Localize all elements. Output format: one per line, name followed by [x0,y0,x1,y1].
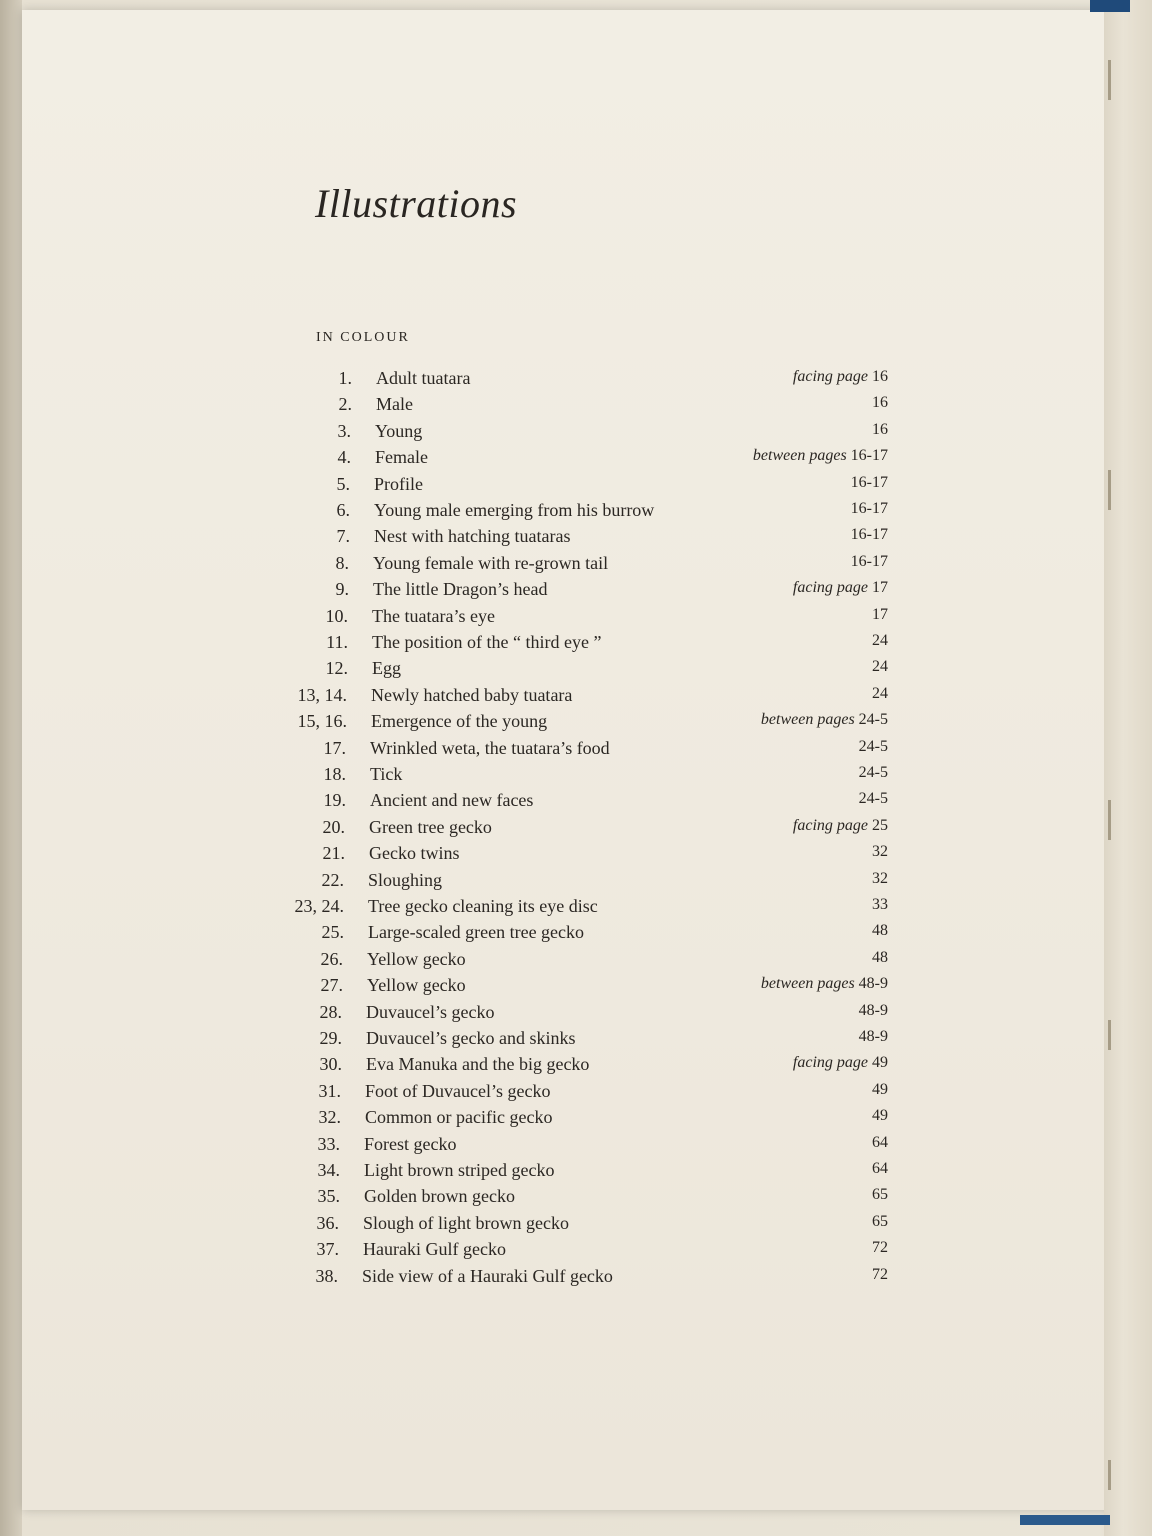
plate-page-ref [872,1107,888,1125]
plate-number: 21. [322,843,345,864]
plate-number: 23, 24. [294,896,344,916]
list-item [282,394,888,420]
plate-number: 37. [316,1239,339,1260]
plate-page-ref [872,870,888,888]
plate-number: 25. [321,922,344,943]
page-ref-number: 49 [872,1080,888,1098]
plate-caption: Female [375,447,428,468]
page-ref-number: 48 [872,948,888,966]
list-item [272,1054,888,1080]
plate-page-ref [872,632,888,650]
page-ref-number: 16-17 [850,526,888,544]
list-item [272,1028,888,1054]
plate-number: 8. [335,552,349,573]
page-ref-number: 16 [872,394,888,412]
page-ref-number: 16-17 [850,500,888,517]
list-item [269,1239,888,1265]
list-item [278,658,888,684]
page-ref-number: 48-9 [858,1001,888,1019]
plate-caption: Emergence of the young [371,711,548,732]
list-item [279,579,888,605]
plate-number: 33. [317,1133,340,1154]
plate-number: 31. [318,1080,341,1101]
plate-caption: Foot of Duvaucel’s gecko [365,1080,551,1101]
list-item [269,1213,888,1239]
plate-caption: Hauraki Gulf gecko [363,1239,506,1260]
list-item [282,368,888,394]
plate-caption: Yellow gecko [367,975,466,996]
plate-page-ref [859,1002,888,1020]
plate-caption: Golden brown gecko [364,1186,515,1207]
page-ref-number: 16-17 [850,447,888,465]
page-ref-prefix: between pages [760,975,855,993]
plate-page-ref [851,553,888,571]
plate-number: 15, 16. [297,711,347,732]
plate-page-ref [872,1213,888,1231]
page-ref-number: 65 [872,1212,888,1230]
plate-caption: Nest with hatching tuataras [374,526,571,547]
plate-page-ref [872,896,888,914]
page-ref-prefix: between pages [752,447,847,465]
page-ref-prefix: facing page [792,1054,868,1072]
page-ref-number: 16 [872,368,888,385]
plate-number: 4. [337,447,351,468]
plate-page-ref [872,658,888,676]
page-ref-prefix: facing page [792,579,868,597]
plate-caption: The tuatara’s eye [372,605,495,626]
page-ref-number: 72 [872,1239,888,1257]
page-ref-number: 48-9 [858,975,888,993]
page-ref-number: 16-17 [850,473,888,491]
list-item [280,526,888,552]
plate-page-ref [872,1239,888,1257]
plate-page-ref [793,368,888,386]
plate-number: 19. [323,790,346,811]
page-ref-number: 24 [872,632,888,649]
plate-caption: Large-scaled green tree gecko [368,922,585,943]
plate-caption: Slough of light brown gecko [363,1212,569,1233]
list-item [279,553,888,579]
page-ref-number: 17 [872,579,888,597]
plate-page-ref [872,1081,888,1099]
plate-page-ref [793,1054,888,1072]
plate-number: 28. [319,1001,342,1022]
plate-caption: Forest gecko [364,1133,457,1154]
plate-page-ref [872,1266,888,1284]
plate-page-ref [793,817,888,835]
page-ref-number: 16-17 [850,552,888,570]
plate-number: 38. [315,1265,338,1286]
plate-number: 17. [323,737,346,758]
page-ref-number: 24-5 [858,764,888,781]
plate-caption: Tree gecko cleaning its eye disc [368,896,598,916]
plate-page-ref [872,1134,888,1152]
plate-page-ref [872,421,888,439]
plate-page-ref [872,394,888,412]
plate-caption: Profile [374,473,423,494]
plate-number: 1. [338,368,352,388]
page-ref-number: 33 [872,896,888,913]
binding-stitch [1108,800,1111,840]
plate-caption: Yellow gecko [367,948,466,969]
plate-number: 5. [336,473,350,494]
list-item [278,632,888,658]
blue-cover-corner-top [1090,0,1130,12]
list-item [274,896,888,922]
page-ref-number: 24-5 [858,790,888,808]
list-item [275,843,888,869]
plate-number: 26. [320,948,343,969]
page-ref-prefix: between pages [760,711,855,729]
plate-caption: Light brown striped gecko [364,1160,555,1180]
page-ref-number: 24-5 [858,711,888,729]
plate-number: 34. [317,1160,340,1180]
plate-caption: Male [376,394,413,415]
list-item [281,447,888,473]
plate-page-ref [851,526,888,544]
list-item [272,1002,888,1028]
list-item [280,500,888,526]
page-ref-number: 65 [872,1186,888,1204]
plate-page-ref [872,606,888,624]
page-ref-number: 25 [872,816,888,834]
blue-cover-corner-bottom [1020,1515,1110,1525]
plate-caption: Newly hatched baby tuatara [371,684,573,705]
binding-stitch [1108,60,1111,100]
plate-caption: Ancient and new faces [370,790,534,811]
page-ref-number: 48-9 [858,1028,888,1045]
page-ref-prefix: facing page [792,368,868,385]
plate-caption: Young [375,420,423,441]
plate-caption: Young male emerging from his burrow [374,500,655,520]
plate-page-ref [851,474,888,492]
plate-page-ref [793,579,888,597]
plate-page-ref [872,685,888,703]
plate-caption: Egg [372,658,401,679]
plate-number: 32. [318,1107,341,1128]
plate-number: 35. [317,1186,340,1207]
plate-number: 36. [316,1212,339,1233]
page-ref-number: 24-5 [858,737,888,755]
page-ref-number: 24 [872,684,888,702]
plate-caption: Duvaucel’s gecko [366,1001,495,1022]
plate-page-ref [753,447,888,465]
list-item [276,790,888,816]
plate-caption: Wrinkled weta, the tuatara’s food [370,737,610,758]
plate-page-ref [872,1160,888,1178]
plate-caption: Green tree gecko [369,816,492,837]
list-item [270,1160,888,1186]
plate-caption: Young female with re-grown tail [373,552,609,573]
plate-number: 22. [321,869,344,890]
plate-page-ref [859,1028,888,1046]
plate-caption: Adult tuatara [376,368,471,388]
plate-page-ref [761,975,888,993]
plate-number: 6. [336,500,350,520]
plate-number: 13, 14. [297,684,347,705]
plate-number: 30. [319,1054,342,1075]
list-item [273,975,888,1001]
plate-caption: The little Dragon’s head [373,579,548,600]
plate-page-ref [859,764,888,782]
plate-caption: Gecko twins [369,843,460,864]
page-ref-number: 72 [872,1265,888,1283]
book-cover-edge [1104,0,1152,1536]
page-ref-number: 17 [872,605,888,623]
list-item [275,817,888,843]
page-ref-number: 32 [872,869,888,887]
plate-page-ref [872,949,888,967]
binding-stitch [1108,470,1111,510]
page-ref-number: 32 [872,843,888,861]
list-item [277,685,888,711]
plate-number: 3. [337,420,351,441]
plate-caption: Common or pacific gecko [365,1107,553,1128]
plate-number: 20. [322,816,345,837]
plate-caption: Side view of a Hauraki Gulf gecko [362,1265,613,1286]
plate-caption: The position of the “ third eye ” [372,632,602,652]
page-ref-number: 64 [872,1133,888,1151]
plate-page-ref [872,843,888,861]
plate-page-ref [859,790,888,808]
section-heading: IN COLOUR [316,330,410,345]
facing-page-edge [0,0,22,1536]
plate-number: 9. [335,579,349,600]
plate-number: 7. [336,526,350,547]
list-item [270,1186,888,1212]
binding-stitch [1108,1020,1111,1050]
plate-number: 2. [338,394,352,415]
list-item [274,870,888,896]
list-item [268,1266,888,1292]
page-ref-prefix: facing page [792,816,868,834]
page-ref-number: 24 [872,658,888,676]
list-item [270,1134,888,1160]
plate-page-ref [761,711,888,729]
plate-caption: Eva Manuka and the big gecko [366,1054,590,1075]
binding-stitch [1108,1460,1111,1490]
plate-caption: Tick [370,764,403,784]
list-item [278,606,888,632]
list-item [271,1107,888,1133]
plate-page-ref [859,738,888,756]
list-item [276,764,888,790]
plate-page-ref [872,1186,888,1204]
plate-number: 12. [325,658,348,679]
plate-page-ref [872,922,888,940]
list-item [277,711,888,737]
plate-number: 27. [320,975,343,996]
plate-caption: Sloughing [368,869,443,890]
list-item [276,738,888,764]
page-ref-number: 49 [872,1054,888,1072]
list-item [271,1081,888,1107]
plate-page-ref [851,500,888,518]
plate-number: 11. [326,632,348,652]
plate-caption: Duvaucel’s gecko and skinks [366,1028,576,1048]
list-item [280,474,888,500]
page-title: Illustrations [315,181,518,226]
page-ref-number: 49 [872,1107,888,1125]
plate-number: 18. [323,764,346,784]
plate-number: 29. [319,1028,342,1048]
list-item [274,922,888,948]
page-ref-number: 16 [872,420,888,438]
page-ref-number: 48 [872,922,888,940]
list-item [281,421,888,447]
plate-number: 10. [325,605,348,626]
page-ref-number: 64 [872,1160,888,1177]
list-item [273,949,888,975]
